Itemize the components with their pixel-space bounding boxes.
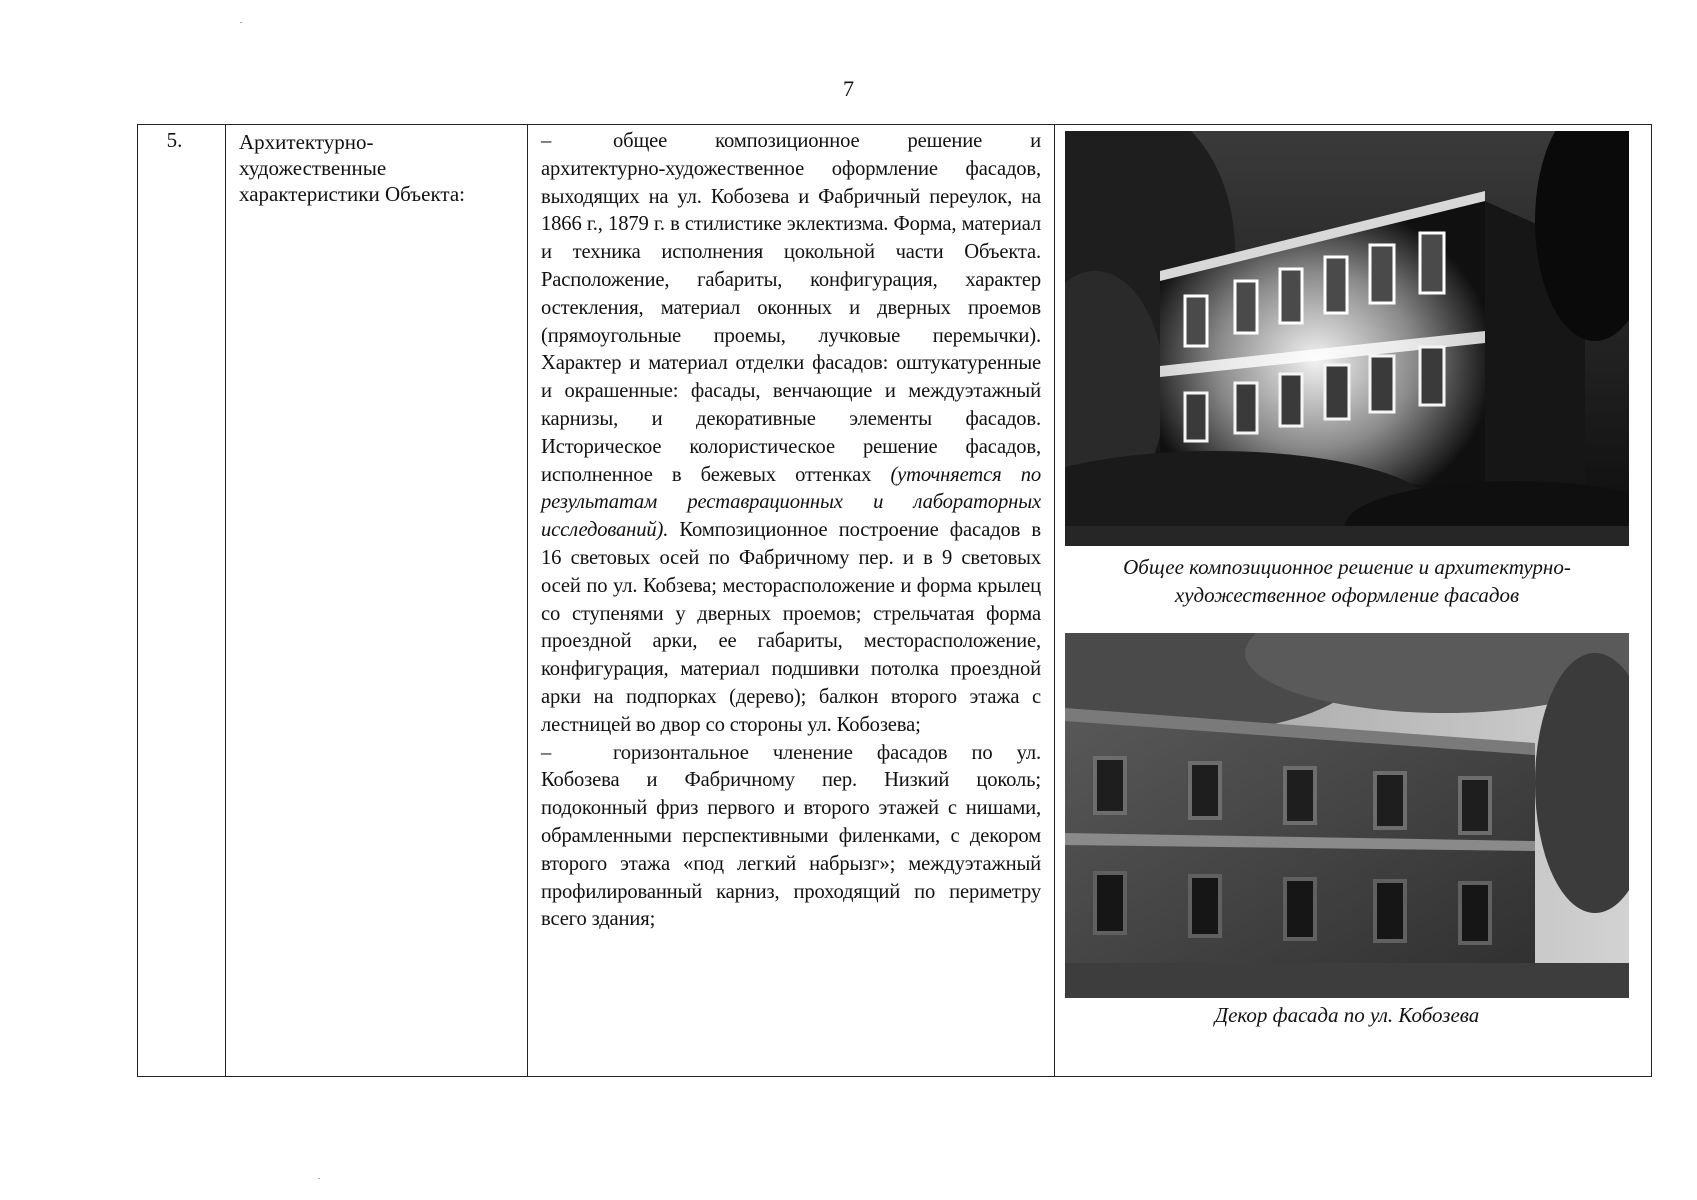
dash-marker: – [541, 130, 552, 152]
row-title: Архитектурно-художественные характеристики Объекта: [239, 130, 465, 206]
dash-marker: – [541, 741, 552, 764]
description-paragraph-1 [541, 128, 1041, 740]
row-number: 5. [166, 128, 183, 152]
description-paragraph-1-text: общее композиционное решение и архитектурно-художественное оформление фасадов, выходящих на ул. Кобозева и Фабричный переулок, на 1866 г., 1879 г. в стилистике эклектизма. Форма, материал и техника исполнения цокольной части Объекта. Расположение, габариты, конфигурация, характер остекления, материал оконных и дверных проемов (прямоугольные проемы, лучковые перемычки). Характер и материал отделки фасадов: оштукатуренные и окрашенные: фасады, венчающие и междуэтажный карнизы, и декоративные элементы фасадов. Историческое колористическое решение фасадов, исполненное в бежевых оттенках [541, 130, 1041, 486]
facade-photo-decor [1065, 633, 1629, 998]
description-text [541, 128, 1041, 934]
scan-speck [240, 22, 242, 23]
description-italic-note: (уточняется по результатам реставрационных и лабораторных исследований). [541, 463, 1041, 542]
facade-photo-decor-caption: Декор фасада по ул. Кобозева [1214, 1003, 1480, 1027]
scan-speck [318, 1178, 320, 1179]
row-photos-cell [1055, 125, 1651, 1076]
row-description-cell [528, 125, 1055, 1076]
description-paragraph-2 [541, 740, 1041, 935]
page-number: 7 [843, 76, 854, 101]
description-paragraph-2-text: горизонтальное членение фасадов по ул. Кобозева и Фабричному пер. Низкий цоколь; подоконный фриз первого и второго этажей с нишами, обрамленными перспективными филенками, с декором второго этажа «под легкий набрызг»; междуэтажный профилированный карниз, проходящий по периметру всего здания; [541, 741, 1041, 931]
facade-photo-general-caption: Общее композиционное решение и архитектурно-художественное оформление фасадов [1123, 555, 1571, 607]
row-number-cell [138, 125, 226, 1076]
facade-photo-general [1065, 131, 1629, 546]
row-title-cell [226, 125, 528, 1076]
description-paragraph-1-tail: Композиционное построение фасадов в 16 световых осей по Фабричному пер. и в 9 световых осей по ул. Кобзева; месторасположение и форма крылец со ступенями у дверных проемов; стрельчатая форма проездной арки, ее габариты, месторасположение, конфигурация, материал подшивки потолка проездной арки на подпорках (дерево); балкон второго этажа с лестницей во двор со стороны ул. Кобозева; [541, 519, 1041, 736]
characteristics-table [137, 124, 1652, 1077]
